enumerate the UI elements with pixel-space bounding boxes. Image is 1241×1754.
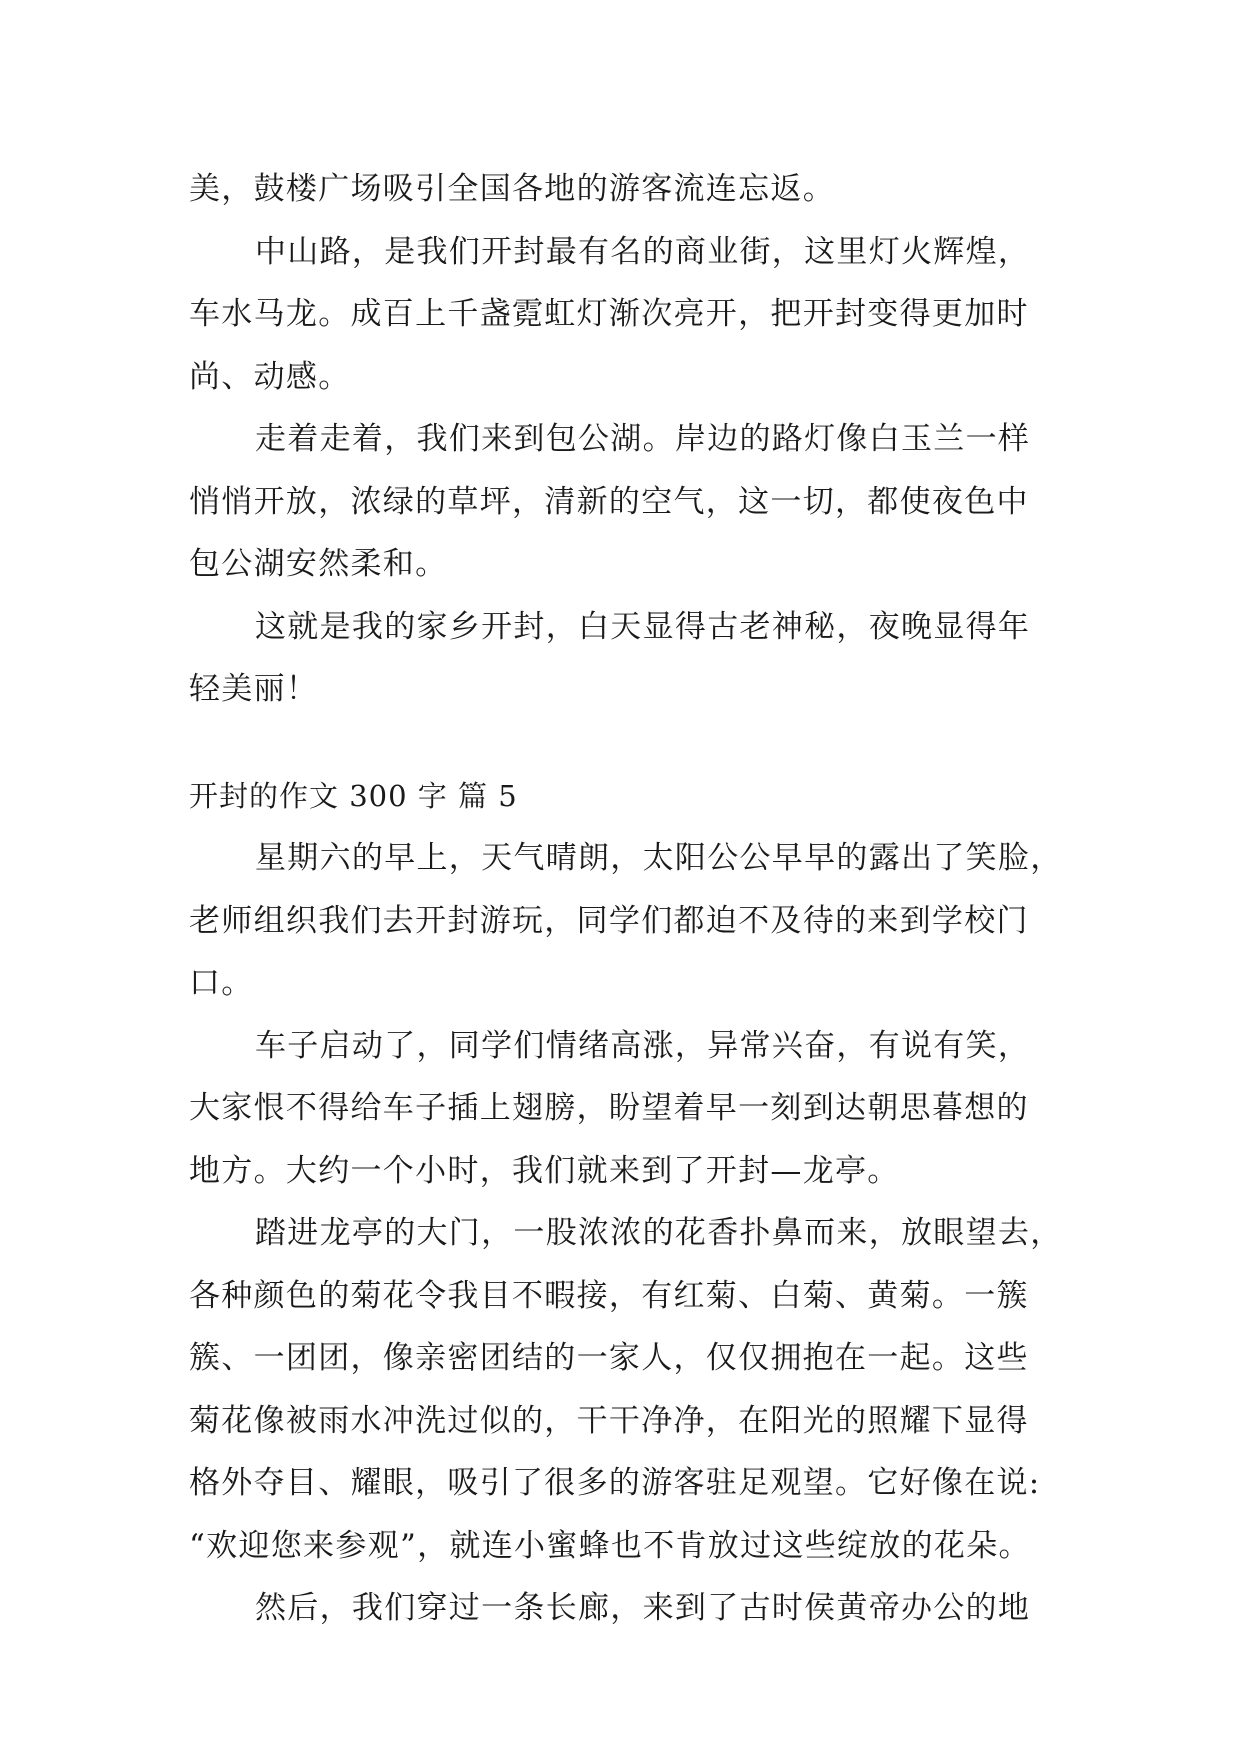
text-line: 格外夺目、耀眼，吸引了很多的游客驻足观望。它好像在说: xyxy=(189,1465,1041,1501)
text-line: 各种颜色的菊花令我目不暇接，有红菊、白菊、黄菊。一簇 xyxy=(189,1277,1029,1314)
text-line: 车子启动了，同学们情绪高涨，异常兴奋，有说有笑， xyxy=(255,1027,1031,1064)
text-line: 这就是我的家乡开封，白天显得古老神秘，夜晚显得年 xyxy=(255,608,1031,645)
text-line: 尚、动感。 xyxy=(189,358,351,395)
text-line: 大家恨不得给车子插上翅膀，盼望着早一刻到达朝思暮想的 xyxy=(189,1090,1029,1126)
text-line: 然后，我们穿过一条长廊，来到了古时侯黄帝办公的地 xyxy=(255,1590,1031,1626)
section-heading: 开封的作文 300 字 篇 5 xyxy=(189,778,518,813)
document-body xyxy=(189,158,1069,1640)
text-line: 菊花像被雨水冲洗过似的，干干净净，在阳光的照耀下显得 xyxy=(189,1402,1029,1439)
text-line: 悄悄开放，浓绿的草坪，清新的空气，这一切，都使夜色中 xyxy=(189,483,1029,520)
text-line: 走着走着，我们来到包公湖。岸边的路灯像白玉兰一样 xyxy=(255,421,1031,457)
text-line: “欢迎您来参观”，就连小蜜蜂也不肯放过这些绽放的花朵。 xyxy=(189,1527,1031,1564)
text-line: 簇、一团团，像亲密团结的一家人，仅仅拥抱在一起。这些 xyxy=(189,1340,1029,1376)
text-line: 车水马龙。成百上千盏霓虹灯渐次亮开，把开封变得更加时 xyxy=(189,296,1029,332)
text-line: 踏进龙亭的大门，一股浓浓的花香扑鼻而来，放眼望去， xyxy=(255,1215,1063,1251)
text-line: 轻美丽！ xyxy=(189,671,319,707)
text-line: 口。 xyxy=(189,965,254,1001)
text-line: 星期六的早上，天气晴朗，太阳公公早早的露出了笑脸， xyxy=(255,840,1063,876)
text-line: 美，鼓楼广场吸引全国各地的游客流连忘返。 xyxy=(189,171,835,207)
text-line: 老师组织我们去开封游玩，同学们都迫不及待的来到学校门 xyxy=(189,902,1029,939)
text-line: 地方。大约一个小时，我们就来到了开封—龙亭。 xyxy=(189,1152,900,1189)
text-line: 中山路，是我们开封最有名的商业街，这里灯火辉煌， xyxy=(255,233,1031,270)
text-line: 包公湖安然柔和。 xyxy=(189,546,448,582)
section-gap xyxy=(189,721,1069,765)
